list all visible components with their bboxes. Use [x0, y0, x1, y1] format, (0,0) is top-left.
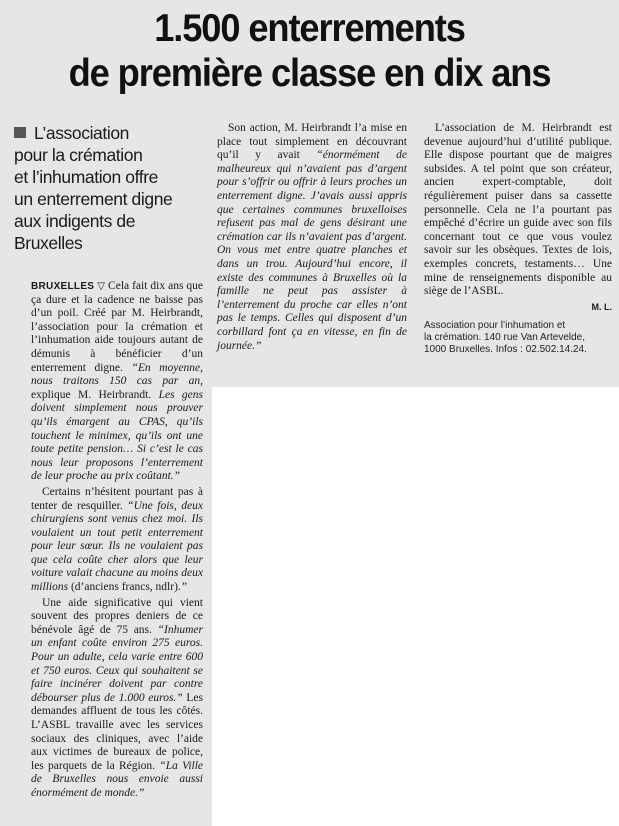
- blank-area: [212, 387, 619, 826]
- kicker-line-1: L’association: [34, 123, 130, 143]
- kicker-line-4: un enterrement digne: [14, 189, 173, 209]
- contact-info: Association pour l’inhumation et la crémation. 140 rue Van Artevelde, 1000 Bruxelles. Infos : 02.502.14.24.: [424, 320, 587, 356]
- paragraph: L’association de M. Heirbrandt est devenue aujourd’hui d’utilité publique. Elle dispose pourtant que de maigres subsides. A tel point que son créateur, ancien expert-comptable, doit régulièrement puiser dans sa cassette personnelle. Cela ne l’a pourtant pas empêché d’écrire un guide avec son fils concernant tout ce que vous voulez savoir sur les obsèques. Textes de lois, exemples concrets, testaments… Une mine de renseignements disponible au siège de l’ASBL.: [424, 122, 612, 298]
- kicker-line-3: et l’inhumation offre: [14, 167, 159, 187]
- paragraph: Son action, M. Heirbrandt l’a mise en place tout simplement en découvrant qu’il y avait “énormément de malheureux qui n’avaient pas d’argent pour s’offrir ou offrir à leurs proches un enterrement digne. J’avais aussi appris que certaines communes bruxelloises refusent pas mal de gens désirant une crémation car ils n’avaient pas d’argent. On vous met entre quatre planches et dans un trou. Aujourd’hui encore, il existe des communes à Bruxelles où la famille ne peut pas assister à l’enterrement du proche car elles n’ont pas le temps. Celles qui disposent d’un corbillard font ça en vitesse, en fin de journée.”: [217, 122, 408, 352]
- paragraph: BRUXELLES ▽ Cela fait dix ans que ça dure et la cadence ne baisse pas d’un poil. Créé par M. Heirbrandt, l’association pour la crémation et l’inhumation aide toujours autant de démunis à bénéficier d’un enterrement digne. “En moyenne, nous traitons 150 cas par an, explique M. Heirbrandt. Les gens doivent simplement nous prouver qu’ils émargent au CPAS, qu’ils touchent le minimex, qu’ils ont une toute petite pension… Si c’est le cas nous leur proposons l’enterrement de leur proche au prix coûtant.”: [31, 280, 204, 483]
- headline: [22, 6, 598, 96]
- kicker-line-2: pour la crémation: [14, 145, 143, 165]
- paragraph: Certains n’hésitent pourtant pas à tenter de resquiller. “Une fois, deux chirurgiens sont venus chez moi. Ils voulaient un tout petit enterrement pour leur sœur. Ils ne voulaient pas que cela coûte cher alors que leur voiture valait chacune au moins deux millions (d’anciens francs, ndlr).”: [31, 485, 204, 594]
- triangle-icon: ▽: [97, 281, 106, 292]
- paragraph: Une aide significative qui vient souvent des propres deniers de ce bénévole âgé de 75 ans. “Inhumer un enfant coûte environ 275 euros. Pour un adulte, cela varie entre 600 et 750 euros. Ceux qui souhaitent se faire incinérer doivent par contre débourser plus de 1.000 euros.” Les demandes affluent de tous les côtés. L’ASBL travaille avec les services sociaux des cliniques, avec l’aide aux victimes de bureaux de police, les parquets de la Région. “La Ville de Bruxelles nous envoie aussi énormément de monde.”: [31, 596, 204, 799]
- kicker: [14, 122, 202, 254]
- article-column-3: [424, 122, 612, 356]
- author-signature: M. L.: [591, 301, 612, 312]
- headline-line-2: de première classe en dix ans: [68, 52, 551, 95]
- square-bullet-icon: [14, 127, 26, 138]
- article-column-2: [217, 122, 407, 355]
- dateline: BRUXELLES: [31, 281, 95, 292]
- kicker-line-5: aux indigents de Bruxelles: [14, 211, 136, 253]
- headline-line-1: 1.500 enterrements: [154, 7, 465, 50]
- article-column-1: [31, 280, 203, 803]
